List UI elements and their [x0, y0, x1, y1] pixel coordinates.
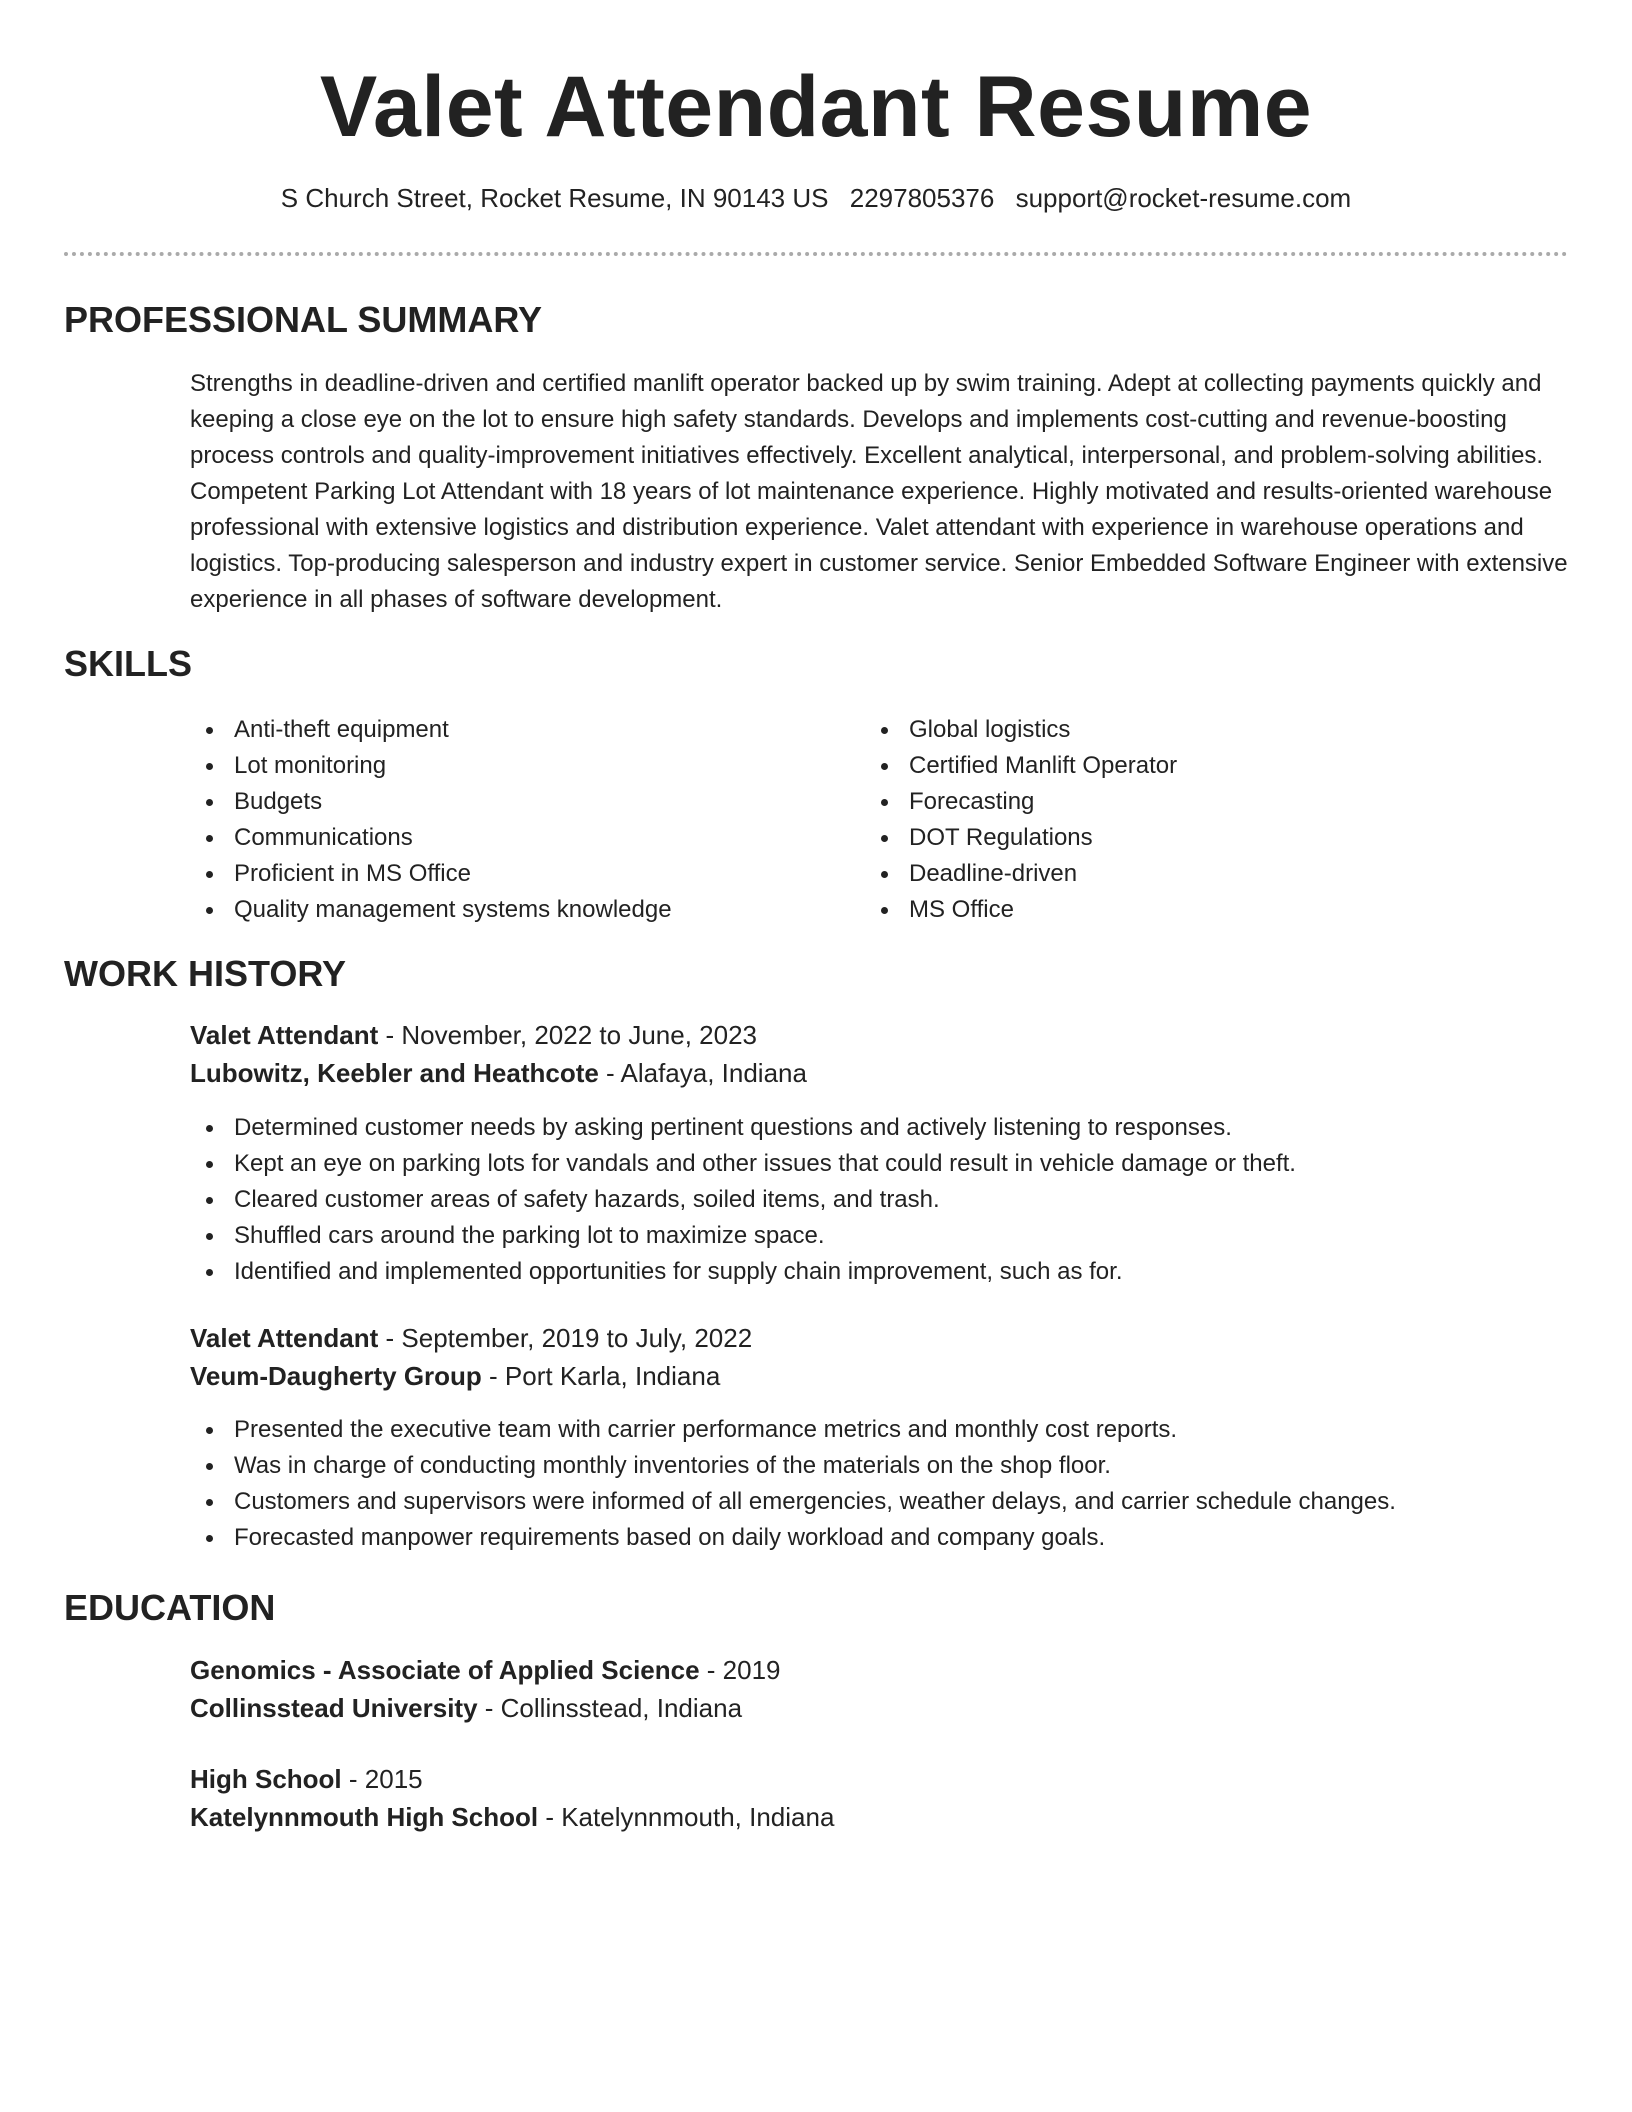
- job-duty-item: Determined customer needs by asking pertinent questions and actively listening to responses.: [190, 1110, 1570, 1146]
- section-title-education: EDUCATION: [64, 1587, 276, 1628]
- phone: 2297805376: [849, 183, 995, 213]
- education-degree: Genomics - Associate of Applied Science: [190, 1655, 700, 1685]
- education-school-line: [190, 1798, 834, 1836]
- job-company-line: [190, 1357, 720, 1395]
- education-location: - Collinsstead, Indiana: [477, 1693, 743, 1723]
- job-duty-item: Kept an eye on parking lots for vandals and other issues that could result in vehicle damage or theft.: [190, 1146, 1570, 1182]
- education-year: - 2015: [341, 1764, 423, 1794]
- job-location: - Port Karla, Indiana: [481, 1361, 721, 1391]
- skills-column-right: [865, 712, 1505, 928]
- skill-item: Lot monitoring: [190, 748, 830, 784]
- job-location: - Alafaya, Indiana: [598, 1058, 807, 1088]
- job-dates: - September, 2019 to July, 2022: [378, 1323, 753, 1353]
- education-school-line: [190, 1689, 742, 1727]
- skill-item: DOT Regulations: [865, 820, 1505, 856]
- education-location: - Katelynnmouth, Indiana: [538, 1802, 835, 1832]
- job-title-line: [190, 1319, 752, 1357]
- header-divider: [64, 252, 1568, 256]
- skill-item: Communications: [190, 820, 830, 856]
- skill-item: Budgets: [190, 784, 830, 820]
- job-duty-item: Shuffled cars around the parking lot to maximize space.: [190, 1218, 1570, 1254]
- job-duty-item: Cleared customer areas of safety hazards, soiled items, and trash.: [190, 1182, 1570, 1218]
- resume-title: Valet Attendant Resume: [319, 59, 1313, 155]
- skill-item: Deadline-driven: [865, 856, 1505, 892]
- skill-item: MS Office: [865, 892, 1505, 928]
- skill-item: Anti-theft equipment: [190, 712, 830, 748]
- section-title-skills: SKILLS: [64, 643, 193, 684]
- education-school: Katelynnmouth High School: [190, 1802, 539, 1832]
- job-duty-item: Identified and implemented opportunities for supply chain improvement, such as for.: [190, 1254, 1570, 1290]
- job-title-line: [190, 1016, 757, 1054]
- skills-column-left: [190, 712, 830, 928]
- job-company: Veum-Daugherty Group: [190, 1361, 482, 1391]
- address: S Church Street, Rocket Resume, IN 90143 US: [280, 183, 829, 213]
- job-duty-item: Presented the executive team with carrier performance metrics and monthly cost reports.: [190, 1412, 1570, 1448]
- contact-line: [0, 180, 1632, 216]
- job-dates: - November, 2022 to June, 2023: [378, 1020, 757, 1050]
- job-duties: [190, 1412, 1570, 1556]
- job-company-line: [190, 1054, 807, 1092]
- job-company: Lubowitz, Keebler and Heathcote: [190, 1058, 599, 1088]
- summary-text: Strengths in deadline-driven and certified manlift operator backed up by swim training. Adept at collecting payments quickly and keeping a close eye on the lot to ensure high safety standards. Develops and implements cost-cutting and revenue-boosting process controls and quality-improvement initiatives effectively. Excellent analytical, interpersonal, and problem-solving abilities. Competent Parking Lot Attendant with 18 years of lot maintenance experience. Highly motivated and results-oriented warehouse professional with extensive logistics and distribution experience. Valet attendant with experience in warehouse operations and logistics. Top-producing salesperson and industry expert in customer service. Senior Embedded Software Engineer with extensive experience in all phases of software development.: [190, 370, 1568, 613]
- section-title-summary: PROFESSIONAL SUMMARY: [64, 299, 543, 340]
- skill-item: Global logistics: [865, 712, 1505, 748]
- job-duty-item: Was in charge of conducting monthly inventories of the materials on the shop floor.: [190, 1448, 1570, 1484]
- job-duties: [190, 1110, 1570, 1290]
- skill-item: Proficient in MS Office: [190, 856, 830, 892]
- education-degree: High School: [190, 1764, 342, 1794]
- email: support@rocket-resume.com: [1015, 183, 1352, 213]
- skill-item: Certified Manlift Operator: [865, 748, 1505, 784]
- education-degree-line: [190, 1760, 423, 1798]
- education-year: - 2019: [699, 1655, 781, 1685]
- section-title-work-history: WORK HISTORY: [64, 953, 347, 994]
- education-degree-line: [190, 1651, 781, 1689]
- job-duty-item: Forecasted manpower requirements based on daily workload and company goals.: [190, 1520, 1570, 1556]
- education-school: Collinsstead University: [190, 1693, 478, 1723]
- skill-item: Quality management systems knowledge: [190, 892, 830, 928]
- job-duty-item: Customers and supervisors were informed of all emergencies, weather delays, and carrier schedule changes.: [190, 1484, 1570, 1520]
- job-role: Valet Attendant: [190, 1020, 379, 1050]
- skill-item: Forecasting: [865, 784, 1505, 820]
- job-role: Valet Attendant: [190, 1323, 379, 1353]
